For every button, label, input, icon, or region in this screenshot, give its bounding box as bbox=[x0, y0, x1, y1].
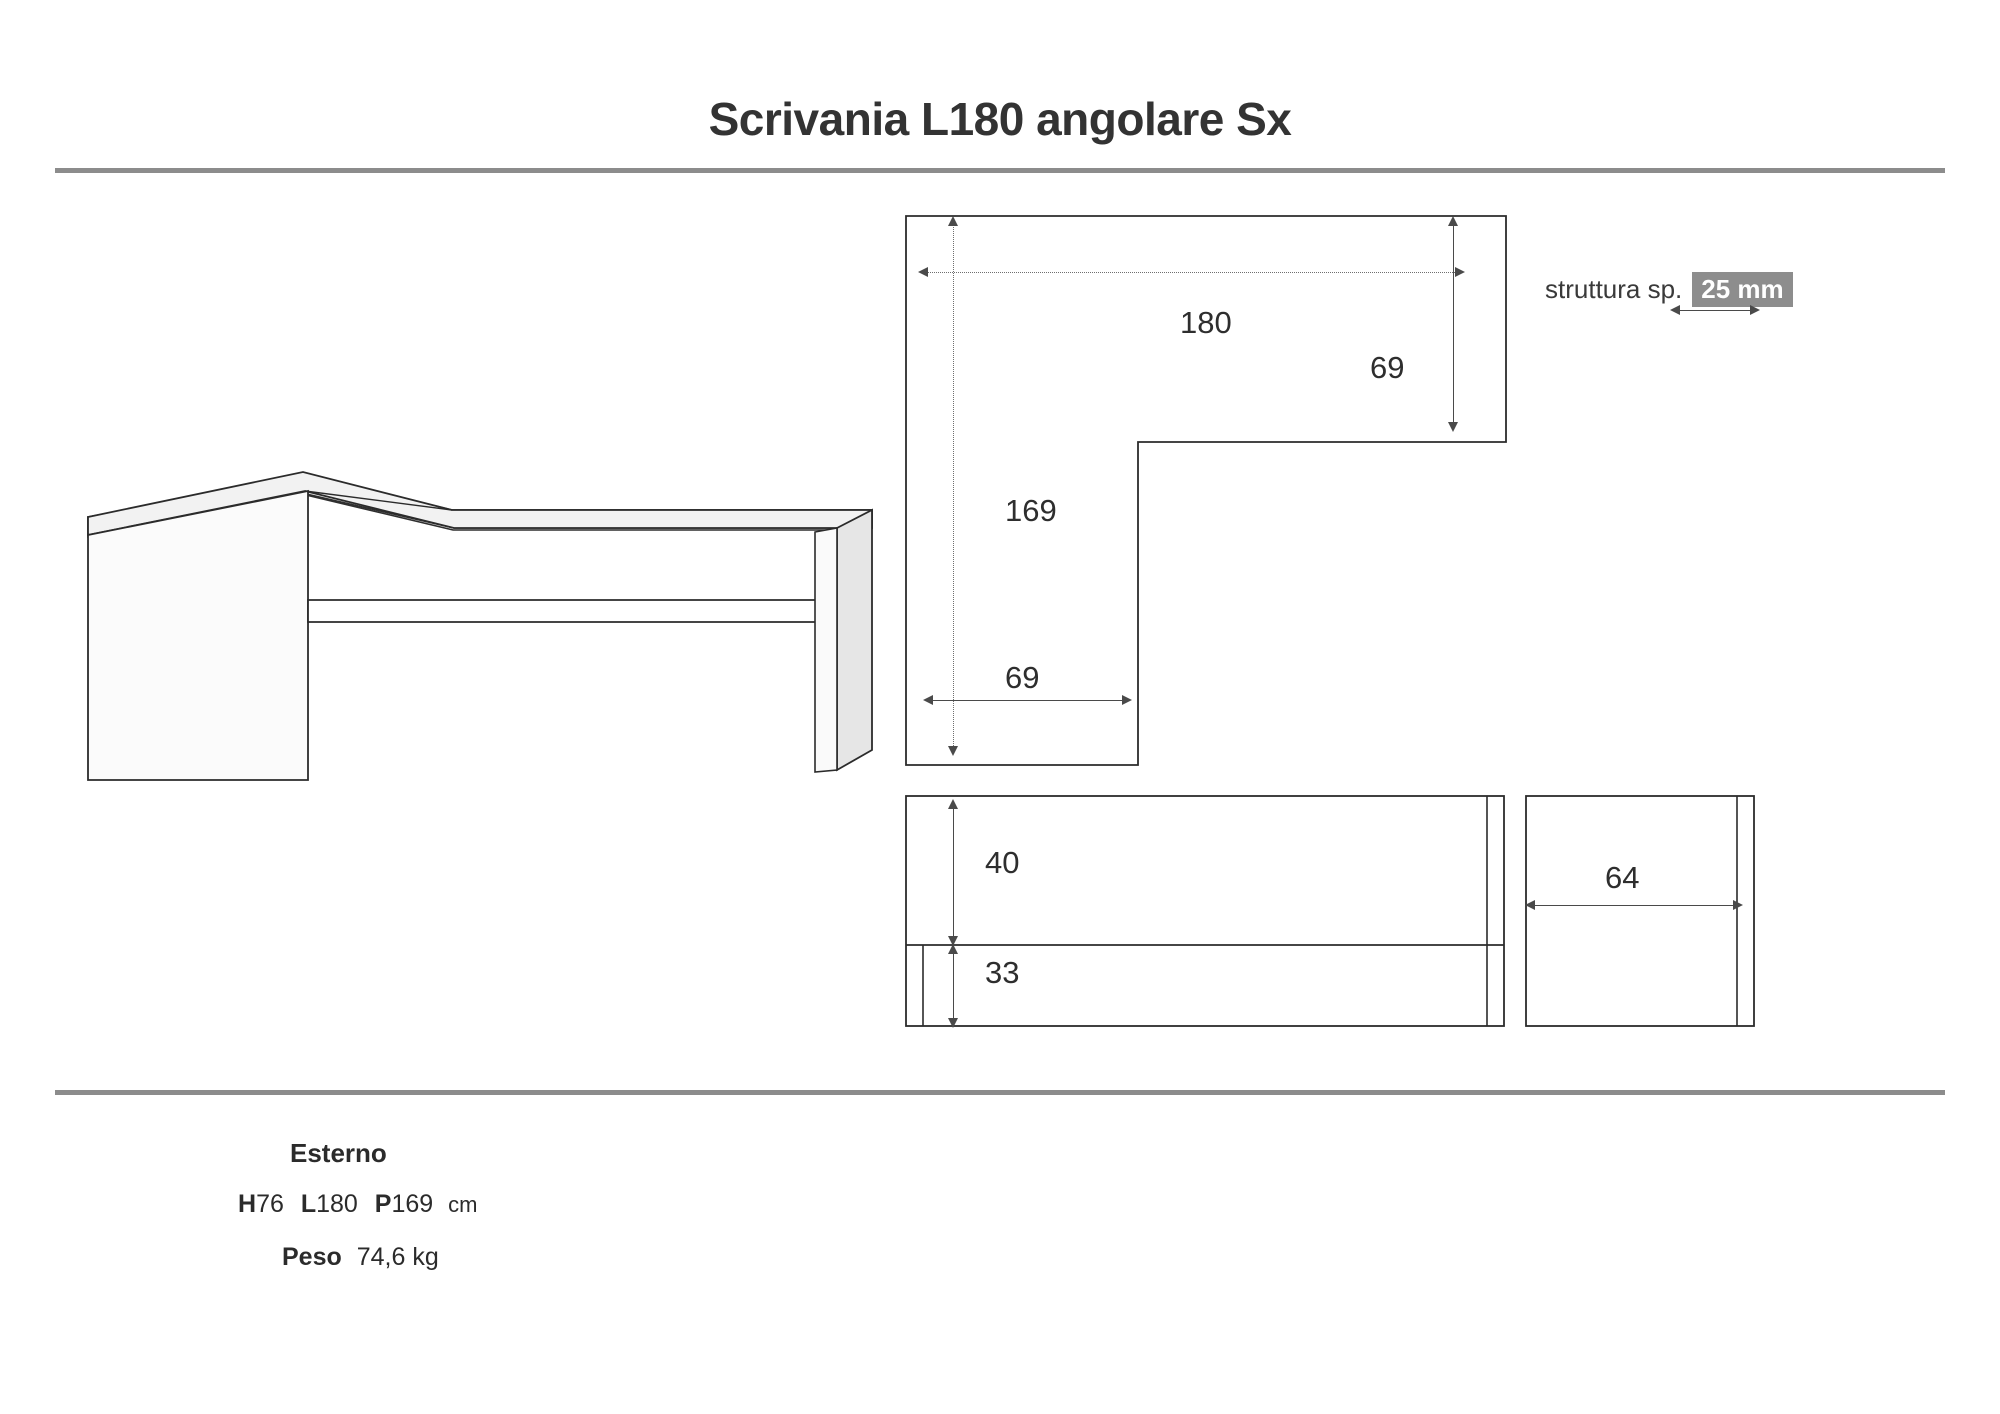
specs-section-label: Esterno bbox=[290, 1138, 387, 1168]
spec-h-value: 76 bbox=[256, 1190, 284, 1219]
structure-thickness bbox=[1545, 272, 1793, 307]
dim-line-33 bbox=[953, 950, 954, 1025]
dim-arrow-69-depth-top bbox=[1448, 216, 1458, 226]
dim-arrow-64-right bbox=[1733, 900, 1743, 910]
dim-label-33: 33 bbox=[985, 955, 1020, 990]
spec-weight-key: Peso bbox=[282, 1242, 342, 1271]
front-view-outline bbox=[895, 785, 1535, 1045]
spec-p-key: P bbox=[374, 1190, 392, 1219]
divider-top bbox=[55, 168, 1945, 173]
dim-arrow-180-left bbox=[918, 267, 928, 277]
dim-arrow-169-bottom bbox=[948, 746, 958, 756]
specs-dimensions bbox=[238, 1191, 760, 1217]
dim-line-64 bbox=[1532, 905, 1740, 906]
specs-weight bbox=[282, 1244, 760, 1270]
spec-l-key: L bbox=[300, 1190, 317, 1219]
spec-l-value: 180 bbox=[316, 1190, 358, 1219]
side-view-outline bbox=[1515, 785, 1775, 1045]
dim-arrow-180-right bbox=[1455, 267, 1465, 277]
spec-weight-value: 74,6 kg bbox=[356, 1242, 439, 1271]
dim-line-180 bbox=[925, 272, 1463, 273]
structure-tick-arrow-left bbox=[1670, 305, 1680, 315]
structure-tick-arrow-right bbox=[1750, 305, 1760, 315]
dim-line-40 bbox=[953, 805, 954, 942]
spec-h-key: H bbox=[238, 1190, 257, 1219]
dim-arrow-64-left bbox=[1525, 900, 1535, 910]
dim-label-64: 64 bbox=[1605, 860, 1640, 895]
dim-arrow-69-width-right bbox=[1122, 695, 1132, 705]
spec-p-value: 169 bbox=[391, 1190, 434, 1219]
dim-label-40: 40 bbox=[985, 845, 1020, 880]
dim-arrow-69-width-left bbox=[923, 695, 933, 705]
dim-line-69-depth bbox=[1453, 222, 1454, 428]
dim-label-180: 180 bbox=[1180, 305, 1232, 340]
dim-label-69-depth: 69 bbox=[1370, 350, 1405, 385]
specs-block bbox=[0, 1140, 760, 1270]
dim-arrow-33-bottom bbox=[948, 1018, 958, 1028]
spec-unit: cm bbox=[448, 1192, 478, 1218]
divider-bottom bbox=[55, 1090, 1945, 1095]
dim-label-169: 169 bbox=[1005, 493, 1057, 528]
dim-arrow-69-depth-bottom bbox=[1448, 422, 1458, 432]
dim-arrow-40-top bbox=[948, 799, 958, 809]
page-title: Scrivania L180 angolare Sx bbox=[708, 93, 1292, 145]
dim-line-69-width bbox=[930, 700, 1130, 701]
structure-thickness-label: struttura sp. bbox=[1545, 274, 1683, 304]
structure-thickness-value: 25 mm bbox=[1692, 272, 1792, 307]
dim-line-169 bbox=[953, 222, 954, 752]
dim-label-69-width: 69 bbox=[1005, 660, 1040, 695]
structure-thickness-tick bbox=[1675, 310, 1757, 311]
dim-arrow-33-top bbox=[948, 944, 958, 954]
top-view-outline bbox=[895, 205, 1535, 805]
dim-arrow-169-top bbox=[948, 216, 958, 226]
desk-outline bbox=[55, 450, 955, 890]
